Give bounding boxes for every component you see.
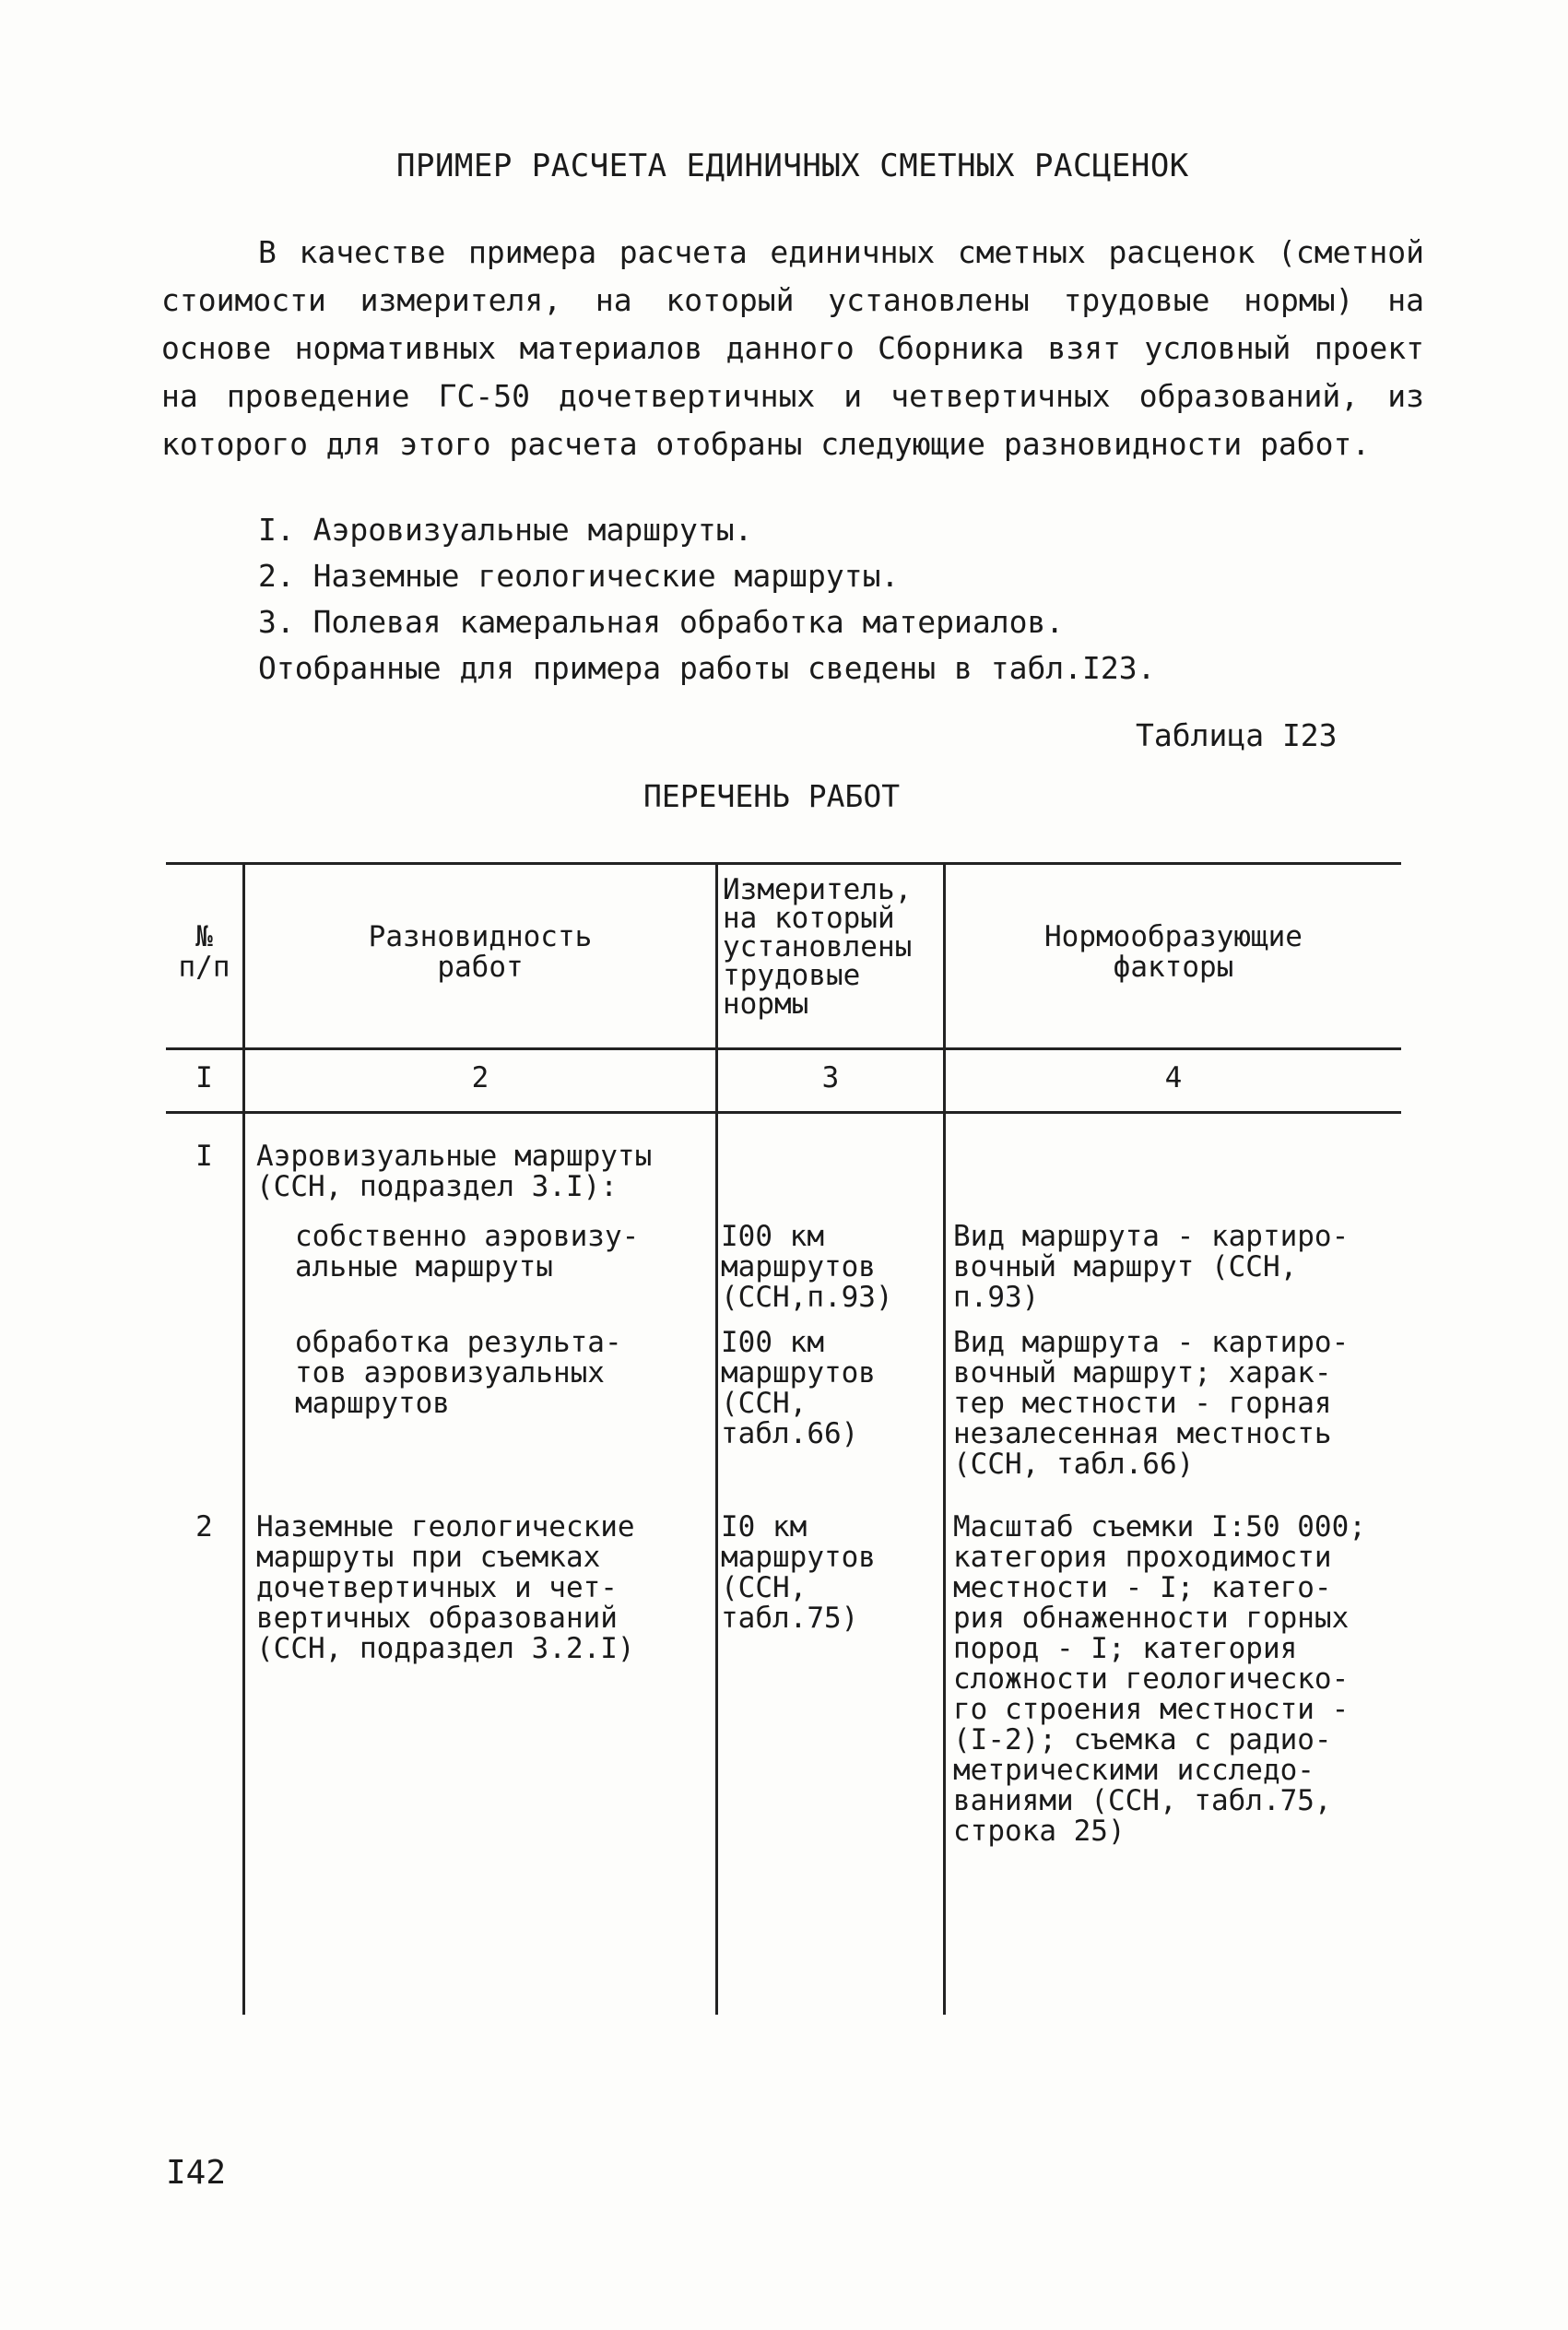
row-factors: Вид маршрута - картиро- вочный маршрут; харак- тер местности - горная незалесенная местность (ССН, табл.66) bbox=[953, 1326, 1350, 1481]
col-number: 2 bbox=[471, 1061, 489, 1094]
row-num: I bbox=[195, 1140, 213, 1173]
header-factors: Нормообразующие факторы bbox=[1044, 920, 1303, 984]
table-col-divider bbox=[715, 862, 718, 2015]
header-num: № п/п bbox=[178, 920, 230, 984]
page-title: ПРИМЕР РАСЧЕТА ЕДИНИЧНЫХ СМЕТНЫХ РАСЦЕНОК bbox=[396, 148, 1189, 184]
table-title: ПЕРЕЧЕНЬ РАБОТ bbox=[643, 778, 901, 814]
page-number: I42 bbox=[166, 2154, 227, 2192]
table-col-divider bbox=[943, 862, 946, 2015]
list-item: 3. Полевая камеральная обработка материалов. bbox=[258, 604, 1065, 640]
work-list bbox=[258, 507, 1156, 692]
row-factors: Вид маршрута - картиро- вочный маршрут (ССН, п.93) bbox=[953, 1220, 1350, 1314]
row-unit: I0 км маршрутов (ССН, табл.75) bbox=[721, 1510, 876, 1635]
row-unit: I00 км маршрутов (ССН,п.93) bbox=[721, 1220, 893, 1314]
row-work: Аэровизуальные маршруты (ССН, подраздел 3.I): bbox=[256, 1140, 653, 1203]
col-number: 4 bbox=[1164, 1061, 1183, 1094]
intro-text: В качестве примера расчета единичных сметных расценок (сметной стоимости измерителя, на который установлены трудовые нормы) на основе нормативных материалов данного Сборника взят условный проект на проведение ГС-50 дочетвертичных и четвертичных образований, из которого для этого расчета отобраны следующие разновидности работ. bbox=[161, 234, 1424, 462]
row-factors: Масштаб съемки I:50 000; категория проходимости местности - I; катего- рия обнаженности горных пород - I; категория сложности геологическо- го строения местности - (I-2); съемка с радио- метрическими исследо- ваниями (ССН, табл.75, строка 25) bbox=[953, 1510, 1366, 1848]
table-rule-numbers bbox=[166, 1111, 1401, 1114]
table-label: Таблица I23 bbox=[1136, 717, 1338, 753]
row-unit: I00 км маршрутов (ССН, табл.66) bbox=[721, 1326, 876, 1450]
table-rule-header bbox=[166, 1047, 1401, 1050]
list-item: I. Аэровизуальные маршруты. bbox=[258, 512, 753, 548]
summary-text: Отобранные для примера работы сведены в табл.I23. bbox=[258, 650, 1156, 686]
row-work: Наземные геологические маршруты при съемках дочетвертичных и чет- вертичных образований (ССН, подраздел 3.2.I) bbox=[256, 1510, 635, 1665]
row-num: 2 bbox=[195, 1510, 213, 1543]
row-work: обработка результа- тов аэровизуальных маршрутов bbox=[295, 1326, 622, 1420]
intro-paragraph bbox=[161, 229, 1424, 468]
table-col-divider bbox=[242, 862, 245, 2015]
header-unit: Измеритель, на который установлены трудовые нормы bbox=[723, 873, 913, 1021]
list-item: 2. Наземные геологические маршруты. bbox=[258, 558, 900, 594]
table-rule-top bbox=[166, 862, 1401, 865]
col-number: I bbox=[195, 1061, 213, 1094]
header-work: Разновидность работ bbox=[368, 920, 593, 984]
col-number: 3 bbox=[821, 1061, 840, 1094]
row-work: собственно аэровизу- альные маршруты bbox=[295, 1220, 640, 1283]
